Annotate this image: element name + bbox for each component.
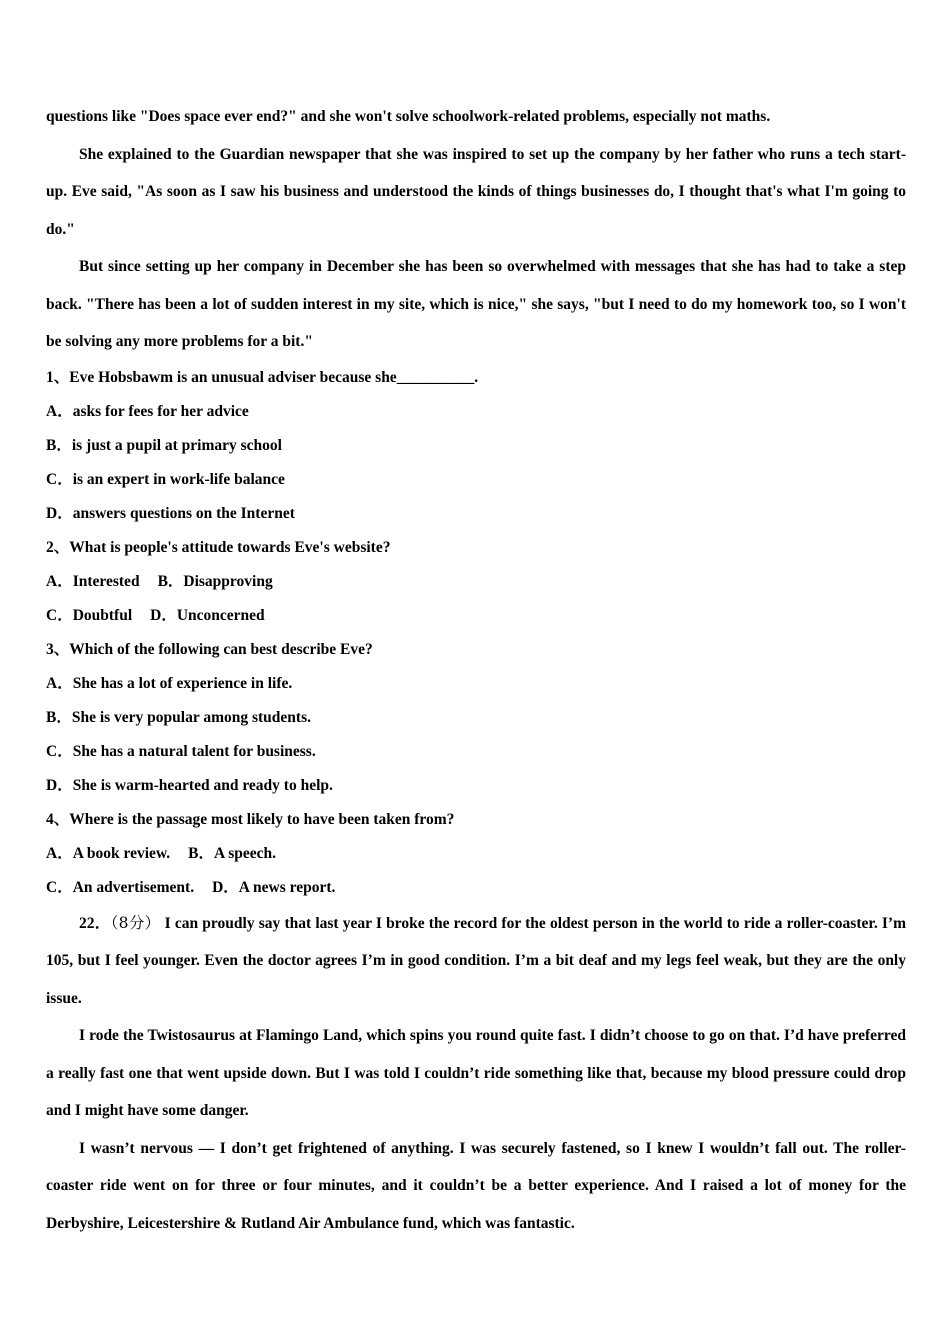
passage2-paragraph-1-text: I can proudly say that last year I broke the record for the oldest person in the world to ride a roller-coaster. I’m 105, but I feel younger. Even the doctor agrees I’m in good condition. I’m a bit deaf and my legs feel weak, but they are the only issue.: [46, 914, 906, 1007]
question-3-option-d: D．She is warm-hearted and ready to help.: [46, 776, 333, 794]
question-4-stem: 4、Where is the passage most likely to have been taken from?: [46, 810, 455, 828]
passage1-paragraph-2: She explained to the Guardian newspaper that she was inspired to set up the company by her father who runs a tech start-up. Eve said, "As soon as I saw his business and understood the kinds of things businesses do, I thought that's what I'm going to do.": [46, 145, 906, 238]
passage2-paragraph-2: I rode the Twistosaurus at Flamingo Land, which spins you round quite fast. I didn’t choose to go on that. I’d have preferred a really fast one that went upside down. But I was told I couldn’t ride something like that, because my blood pressure could drop and I might have some danger.: [46, 1027, 906, 1119]
passage2-paragraph-1: [46, 905, 906, 1018]
question-3-option-b: B．She is very popular among students.: [46, 708, 311, 726]
question-4-option-a: A．A book review.: [46, 844, 171, 862]
question-4-option-b: B．A speech.: [188, 844, 276, 862]
question-1-option-d: D．answers questions on the Internet: [46, 504, 295, 522]
passage1-paragraph-3: But since setting up her company in December she has been so overwhelmed with messages that she has had to take a step back. "There has been a lot of sudden interest in my site, which is nice," she says, "but I need to do my homework too, so I won't be solving any more problems for a bit.": [46, 258, 906, 350]
question-2-option-d: D．Unconcerned: [150, 606, 265, 624]
question-1-stem: 1、Eve Hobsbawm is an unusual adviser because she__________.: [46, 368, 479, 386]
question-4-option-d: D．A news report.: [212, 878, 336, 896]
question-4-option-c: C．An advertisement.: [46, 878, 195, 896]
question-4-options-row-1: [46, 837, 906, 871]
question-2-option-a: A．Interested: [46, 572, 140, 590]
question-3-stem: 3、Which of the following can best describe Eve?: [46, 640, 373, 658]
question-2-options-row-1: [46, 565, 906, 599]
question-2-option-b: B．Disapproving: [157, 572, 273, 590]
question-3-option-a: A．She has a lot of experience in life.: [46, 674, 293, 692]
question-2-option-c: C．Doubtful: [46, 606, 133, 624]
question-1-option-a: A．asks for fees for her advice: [46, 402, 249, 420]
question-22-number: 22．: [79, 914, 111, 932]
question-2-stem: 2、What is people's attitude towards Eve's website?: [46, 538, 391, 556]
question-22-score: （8分）: [110, 913, 161, 932]
passage2-paragraph-3: I wasn’t nervous — I don’t get frightened of anything. I was securely fastened, so I knew I wouldn’t fall out. The roller-coaster ride went on for three or four minutes, and it couldn’t be a better experience. And I raised a lot of money for the Derbyshire, Leicestershire & Rutland Air Ambulance fund, which was fantastic.: [46, 1139, 906, 1232]
question-2-options-row-2: [46, 599, 906, 633]
passage1-paragraph-1: questions like "Does space ever end?" and she won't solve schoolwork-related problems, especially not maths.: [46, 108, 771, 125]
question-1-option-b: B．is just a pupil at primary school: [46, 436, 282, 454]
question-3-option-c: C．She has a natural talent for business.: [46, 742, 316, 760]
question-4-options-row-2: [46, 871, 906, 905]
question-1-option-c: C．is an expert in work-life balance: [46, 470, 285, 488]
document-page: [46, 98, 906, 1242]
